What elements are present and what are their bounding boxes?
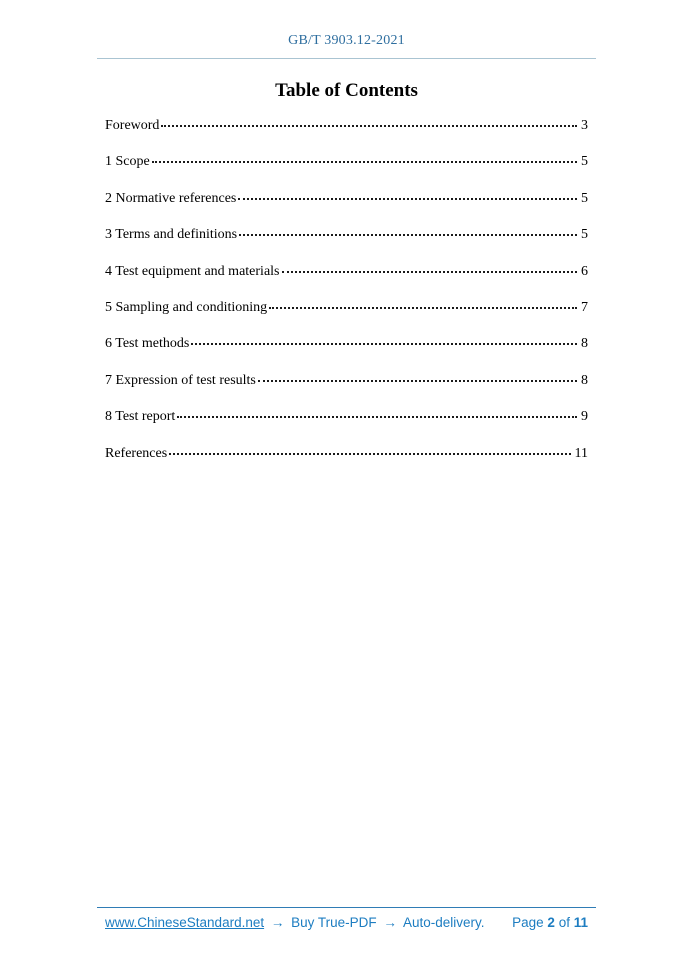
header-divider [97,58,596,59]
footer-delivery-text: Auto-delivery. [402,915,485,930]
page-title: Table of Contents [275,80,418,101]
arrow-right-icon: → [383,915,397,930]
footer-link[interactable]: www.ChineseStandard.net [105,915,265,930]
of-label: of [558,915,570,930]
toc-entry[interactable] [105,373,588,409]
toc-entry-label: 2 Normative references [105,190,237,206]
toc-entry[interactable] [105,154,588,190]
toc-entry-page: 8 [581,336,588,352]
page-indicator [512,915,588,930]
toc-entry-page: 3 [581,118,588,133]
page-label: Page [512,915,544,930]
toc-dot-leader [152,161,577,163]
toc-dot-leader [161,125,577,127]
toc-entry-label: 3 Terms and definitions [105,227,238,243]
toc-dot-leader [282,271,578,273]
toc-dot-leader [169,453,570,455]
toc-entry-page: 11 [574,445,588,461]
toc-dot-leader [269,307,577,309]
toc-entry-page: 8 [581,372,588,388]
toc-dot-leader [258,380,577,382]
page-footer [105,915,588,930]
toc-list [105,118,588,482]
toc-entry[interactable] [105,191,588,227]
toc-entry-page: 5 [581,190,588,206]
footer-divider [97,907,596,908]
toc-entry-label: References [105,445,168,461]
toc-entry-page: 5 [581,227,588,243]
toc-entry-label: 7 Expression of test results [105,372,256,388]
footer-buy-text: Buy True-PDF [291,915,377,930]
toc-entry-page: 7 [581,299,588,315]
page-current: 2 [547,915,555,930]
toc-dot-leader [238,198,577,200]
toc-entry[interactable] [105,409,588,445]
footer-promo-line [105,915,484,930]
toc-entry-label: 6 Test methods [105,336,190,352]
toc-entry-label: 8 Test report [105,409,176,425]
page-total: 11 [573,915,588,930]
toc-entry-label: Foreword [105,118,160,133]
toc-entry-label: 4 Test equipment and materials [105,263,280,279]
toc-dot-leader [239,234,577,236]
toc-entry-page: 5 [581,154,588,170]
toc-entry-page: 6 [581,263,588,279]
toc-entry[interactable] [105,446,588,482]
toc-dot-leader [191,343,577,345]
toc-entry-page: 9 [581,409,588,425]
toc-entry[interactable] [105,227,588,263]
toc-entry[interactable] [105,264,588,300]
toc-entry-label: 5 Sampling and conditioning [105,299,268,315]
toc-entry[interactable] [105,118,588,154]
toc-entry[interactable] [105,336,588,372]
arrow-right-icon: → [270,915,285,930]
toc-entry[interactable] [105,300,588,336]
toc-entry-label: 1 Scope [105,154,150,170]
toc-dot-leader [177,416,577,418]
document-header-number: GB/T 3903.12-2021 [288,33,405,48]
